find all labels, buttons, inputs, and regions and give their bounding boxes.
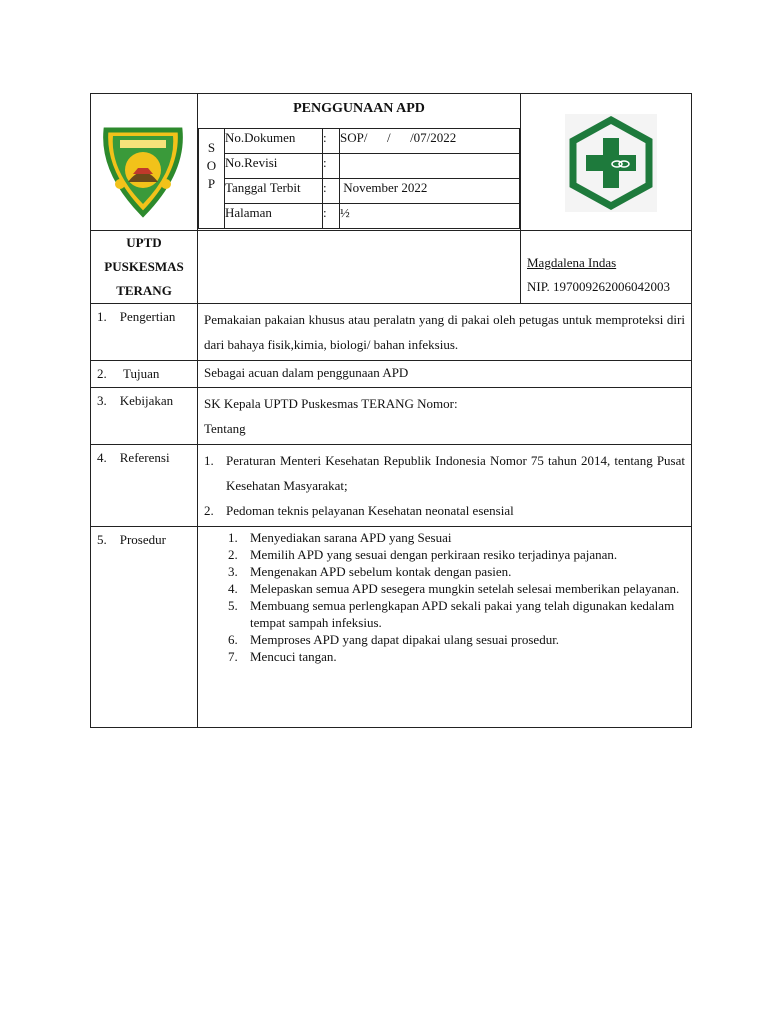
item-number: 2. [204,503,214,518]
item-number: 5. [228,598,238,613]
signer-name: Magdalena Indas [527,255,617,270]
pengertian-text: Pemakaian pakaian khusus atau peralatn yang di pakai oleh petugas untuk memproteksi diri dari bahaya fisik,kimia, biologi/ bahan infeksius. [198,304,692,361]
item-number: 2. [228,547,238,562]
referensi-list [204,448,685,523]
list-item [204,563,685,580]
org-line: UPTD [126,235,162,250]
section-name: Prosedur [119,532,166,547]
item-text: Memproses APD yang dapat dipakai ulang sesuai prosedur. [250,632,560,647]
list-item [204,631,685,648]
row-label: Tanggal Terbit [225,179,323,204]
row-label: No.Dokumen [225,129,323,154]
list-item [204,648,685,665]
row-label: Halaman [225,204,323,229]
section-name: Kebijakan [119,393,174,408]
section-num: 4. [97,450,107,465]
item-text: Mencuci tangan. [250,649,337,664]
org-line: TERANG [116,283,172,298]
sop-letter: S [207,140,216,155]
org-line: PUSKESMAS [104,259,184,274]
sop-header-cell [198,94,521,231]
row-label: No.Revisi [225,154,323,179]
puskesmas-logo-icon [565,114,657,212]
kebijakan-line: SK Kepala UPTD Puskesmas TERANG Nomor: [204,396,458,411]
section-name: Pengertian [119,309,176,324]
section-label-kebijakan [91,388,198,445]
item-number: 1. [228,530,238,545]
tujuan-text: Sebagai acuan dalam penggunaan APD [198,361,692,388]
item-number: 4. [228,581,238,596]
row-sep: : [323,179,340,204]
referensi-cell [198,445,692,527]
prosedur-cell [198,527,692,728]
kebijakan-line: Tentang [204,421,246,436]
kebijakan-cell [198,388,692,445]
list-item [204,580,685,597]
section-num: 1. [97,309,107,324]
signer-nip: NIP. 197009262006042003 [527,279,671,294]
item-number: 1. [204,453,214,468]
signer-cell [521,231,692,304]
organization-name [91,231,198,304]
row-sep: : [323,129,340,154]
list-item [204,529,685,546]
sop-table [90,93,692,728]
item-text: Melepaskan semua APD sesegera mungkin setelah selesai memberikan pelayanan. [250,581,680,596]
section-num: 3. [97,393,107,408]
item-number: 3. [228,564,238,579]
row-value: SOP/ / /07/2022 [340,129,520,154]
list-item [204,498,685,523]
section-label-tujuan [91,361,198,388]
section-label-referensi [91,445,198,527]
item-text: Mengenakan APD sebelum kontak dengan pasien. [250,564,512,579]
list-item [204,597,685,631]
sop-info-table [198,128,520,229]
sop-letter: O [206,158,217,173]
row-value: November 2022 [340,179,520,204]
regional-emblem-icon [98,122,188,218]
section-name: Tujuan [123,366,160,381]
prosedur-list [204,529,685,665]
item-number: 6. [228,632,238,647]
sop-letter: P [207,176,216,191]
item-text: Memilih APD yang sesuai dengan perkiraan resiko terjadinya pajanan. [250,547,618,562]
row-sep: : [323,154,340,179]
section-num: 5. [97,532,107,547]
item-text: Menyediakan sarana APD yang Sesuai [250,530,452,545]
section-label-prosedur [91,527,198,728]
list-item [204,448,685,498]
regional-emblem-cell [91,94,198,231]
row-value: ½ [340,204,520,229]
section-name: Referensi [119,450,170,465]
item-text: Membuang semua perlengkapan APD sekali pakai yang telah digunakan kedalam tempat sampah infeksius. [250,598,675,630]
row-value [340,154,520,179]
puskesmas-logo-cell [521,94,692,231]
item-number: 7. [228,649,238,664]
row-sep: : [323,204,340,229]
section-label-pengertian [91,304,198,361]
sop-letters [199,129,225,229]
section-num: 2. [97,366,107,381]
document-title: PENGGUNAAN APD [293,101,425,116]
item-text: Peraturan Menteri Kesehatan Republik Indonesia Nomor 75 tahun 2014, tentang Pusat Kesehatan Masyarakat; [226,453,685,493]
list-item [204,546,685,563]
item-text: Pedoman teknis pelayanan Kesehatan neonatal esensial [226,503,514,518]
blank-cell [198,231,521,304]
